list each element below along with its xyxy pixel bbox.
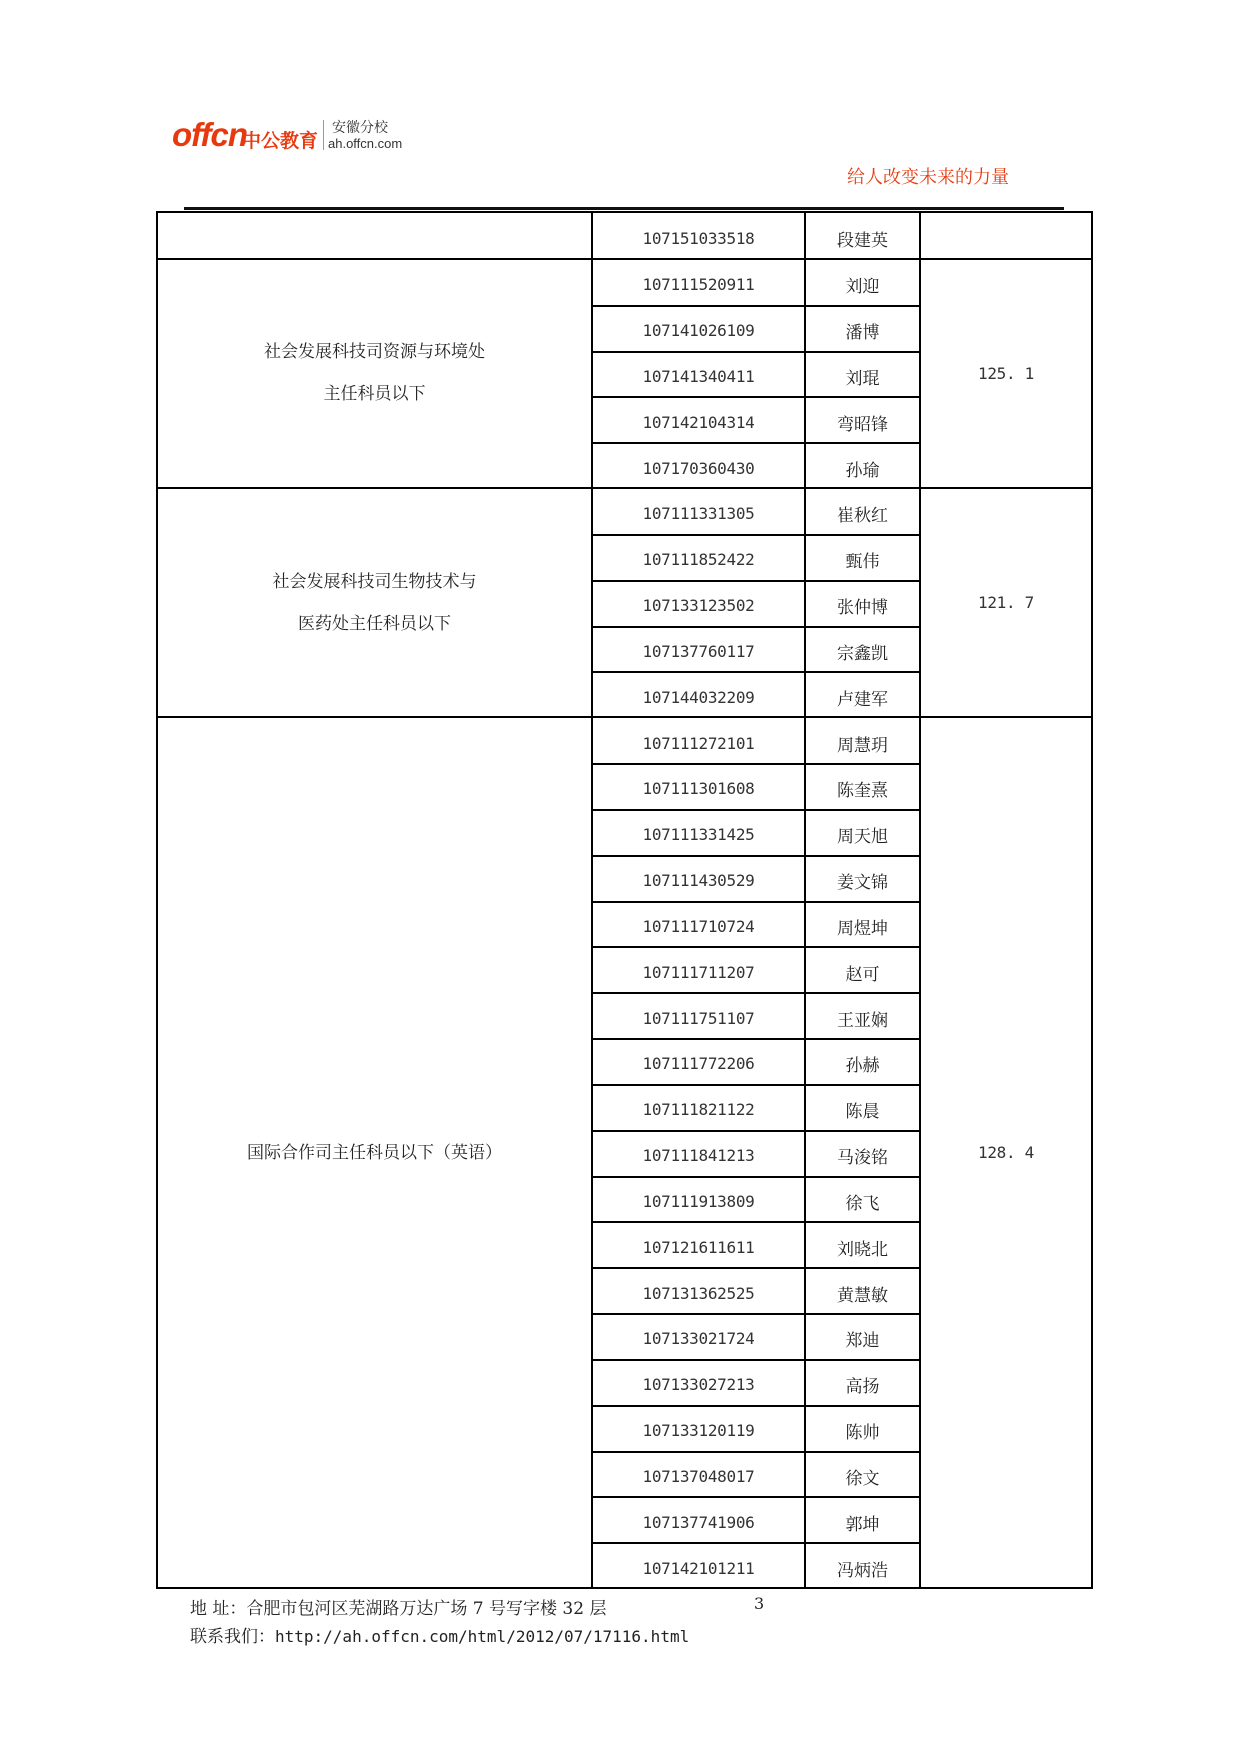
row-separator — [591, 1451, 921, 1453]
position-name-line: 社会发展科技司生物技术与 — [272, 571, 477, 592]
row-separator — [591, 671, 921, 673]
row-separator — [591, 1038, 921, 1040]
name-cell: 姜文锦 — [837, 873, 888, 894]
name-cell: 郑迪 — [845, 1331, 880, 1352]
exam-id-cell: 107133027213 — [642, 1375, 755, 1395]
name-cell: 张仲博 — [837, 598, 888, 619]
row-separator — [591, 855, 921, 857]
exam-id-cell: 107111852422 — [642, 550, 755, 570]
position-cell — [158, 213, 591, 259]
exam-id-cell: 107111711207 — [642, 962, 755, 982]
exam-id-cell: 107142101211 — [642, 1558, 755, 1578]
name-cell: 陈晨 — [845, 1102, 880, 1123]
position-name-line: 国际合作司主任科员以下（英语） — [247, 1142, 502, 1163]
row-separator — [591, 1267, 921, 1269]
row-separator — [591, 901, 921, 903]
name-cell: 周天旭 — [837, 827, 888, 848]
exam-id-cell: 107111272101 — [642, 733, 755, 753]
position-cell — [158, 259, 591, 488]
row-separator — [591, 442, 921, 444]
exam-id-cell: 107111331425 — [642, 825, 755, 845]
exam-id-cell: 107133120119 — [642, 1421, 755, 1441]
name-cell: 徐飞 — [845, 1193, 880, 1214]
name-cell: 刘晓北 — [837, 1239, 888, 1260]
exam-id-cell: 107111331305 — [642, 504, 755, 524]
exam-id-cell: 107141026109 — [642, 321, 755, 341]
address-text: 合肥市包河区芜湖路万达广场 7 号写字楼 32 层 — [246, 1599, 607, 1619]
slogan: 给人改变未来的力量 — [847, 167, 1009, 188]
exam-id-cell: 107111710724 — [642, 916, 755, 936]
row-separator — [591, 626, 921, 628]
name-cell: 周煜坤 — [837, 918, 888, 939]
row-separator — [591, 534, 921, 536]
row-separator — [591, 1130, 921, 1132]
row-separator — [591, 1084, 921, 1086]
row-separator — [591, 1405, 921, 1407]
name-cell: 刘迎 — [845, 277, 880, 298]
header-divider — [184, 207, 1064, 210]
name-cell: 徐文 — [845, 1468, 880, 1489]
row-separator — [591, 580, 921, 582]
exam-id-cell: 107142104314 — [642, 412, 755, 432]
exam-id-cell: 107111913809 — [642, 1191, 755, 1211]
name-cell: 段建英 — [837, 231, 888, 252]
exam-id-cell: 107170360430 — [642, 458, 755, 478]
name-cell: 陈奎熹 — [837, 781, 888, 802]
exam-id-cell: 107137048017 — [642, 1466, 755, 1486]
position-name-line: 医药处主任科员以下 — [298, 613, 451, 634]
logo-url: ah.offcn.com — [328, 136, 403, 151]
name-cell: 刘琨 — [845, 368, 880, 389]
group-separator — [156, 1587, 1093, 1589]
contact-label: 联系我们： — [190, 1627, 275, 1647]
name-cell: 弯昭锋 — [837, 414, 888, 435]
row-separator — [591, 1359, 921, 1361]
row-separator — [591, 305, 921, 307]
name-cell: 甄伟 — [845, 552, 880, 573]
position-name-line: 社会发展科技司资源与环境处 — [264, 342, 485, 363]
score-cell — [921, 213, 1091, 259]
exam-id-cell: 107121611611 — [642, 1237, 755, 1257]
position-cell — [158, 488, 591, 717]
row-separator — [591, 1542, 921, 1544]
footer-address — [190, 1594, 606, 1619]
name-cell: 黄慧敏 — [837, 1285, 888, 1306]
table-border-top — [156, 211, 1093, 213]
name-cell: 孙瑜 — [845, 460, 880, 481]
exam-id-cell: 107137741906 — [642, 1512, 755, 1532]
row-separator — [591, 946, 921, 948]
footer-contact — [190, 1622, 689, 1647]
name-cell: 郭坤 — [845, 1514, 880, 1535]
name-cell: 崔秋红 — [837, 506, 888, 527]
row-separator — [591, 1496, 921, 1498]
exam-id-cell: 107111301608 — [642, 779, 755, 799]
logo-divider — [323, 120, 324, 150]
name-cell: 周慧玥 — [837, 735, 888, 756]
logo-mark: offcn — [172, 116, 248, 153]
name-cell: 潘博 — [845, 323, 880, 344]
name-cell: 宗鑫凯 — [837, 643, 888, 664]
exam-id-cell: 107137760117 — [642, 641, 755, 661]
exam-id-cell: 107151033518 — [642, 229, 755, 249]
exam-id-cell: 107111841213 — [642, 1146, 755, 1166]
results-table — [156, 211, 1093, 1588]
exam-id-cell: 107111430529 — [642, 871, 755, 891]
score-cell: 128. 4 — [978, 1143, 1034, 1163]
row-separator — [591, 763, 921, 765]
exam-id-cell: 107111821122 — [642, 1100, 755, 1120]
exam-id-cell: 107141340411 — [642, 366, 755, 386]
exam-id-cell: 107133123502 — [642, 596, 755, 616]
name-cell: 马浚铭 — [837, 1148, 888, 1169]
name-cell: 王亚娴 — [837, 1010, 888, 1031]
row-separator — [591, 1176, 921, 1178]
page-number: 3 — [754, 1594, 765, 1613]
row-separator — [591, 1313, 921, 1315]
row-separator — [591, 1221, 921, 1223]
position-name-line: 主任科员以下 — [323, 384, 426, 405]
exam-id-cell: 107133021724 — [642, 1329, 755, 1349]
table-border-vertical — [1091, 211, 1093, 1588]
address-label: 地 址： — [190, 1599, 247, 1619]
exam-id-cell: 107111772206 — [642, 1054, 755, 1074]
name-cell: 高扬 — [845, 1377, 880, 1398]
row-separator — [591, 351, 921, 353]
row-separator — [591, 396, 921, 398]
row-separator — [591, 809, 921, 811]
logo-branch-name: 安徽分校 — [332, 120, 388, 136]
logo-brand-name: 中公教育 — [242, 130, 319, 152]
name-cell: 孙赫 — [845, 1056, 880, 1077]
name-cell: 赵可 — [845, 964, 880, 985]
score-cell: 125. 1 — [978, 363, 1034, 383]
exam-id-cell: 107144032209 — [642, 687, 755, 707]
position-cell — [158, 717, 591, 1588]
name-cell: 卢建军 — [837, 689, 888, 710]
contact-url[interactable]: http://ah.offcn.com/html/2012/07/17116.html — [275, 1627, 690, 1646]
exam-id-cell: 107131362525 — [642, 1283, 755, 1303]
exam-id-cell: 107111520911 — [642, 275, 755, 295]
name-cell: 陈帅 — [845, 1423, 880, 1444]
row-separator — [591, 992, 921, 994]
name-cell: 冯炳浩 — [837, 1560, 888, 1581]
score-cell: 121. 7 — [978, 593, 1034, 613]
exam-id-cell: 107111751107 — [642, 1008, 755, 1028]
